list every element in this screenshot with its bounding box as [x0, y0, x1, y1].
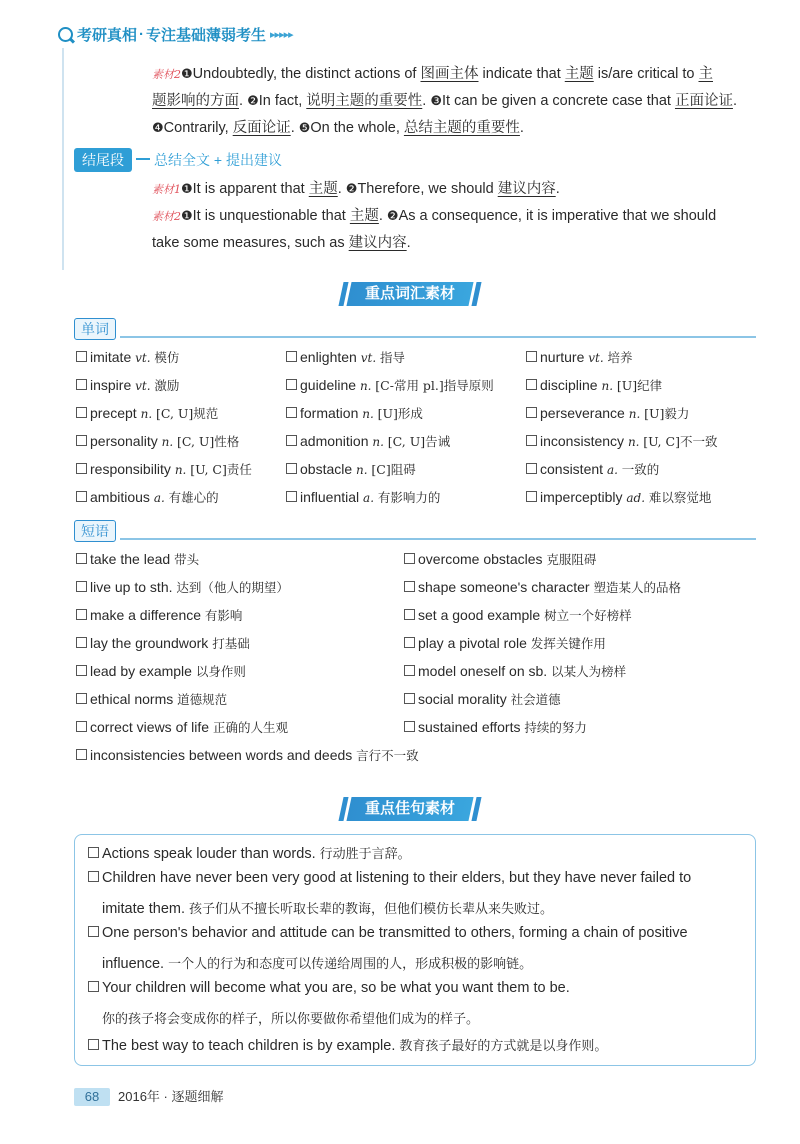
word-item [526, 348, 633, 366]
phrase-item [404, 606, 632, 624]
word-item [526, 404, 689, 422]
word-item [76, 432, 239, 450]
phrase-item [76, 578, 289, 596]
word-pos: n. [161, 435, 177, 449]
word-en: inconsistency [540, 433, 628, 449]
body-s2-line2 [152, 91, 737, 111]
word-cn: [U]形成 [377, 406, 423, 421]
word-item [76, 460, 252, 478]
text-run: . [406, 235, 411, 251]
word-item [286, 376, 494, 394]
conclusion-tag: 结尾段 [74, 148, 132, 172]
word-pos: n. [372, 435, 388, 449]
phrase-item [404, 662, 626, 680]
sentence-2 [88, 870, 691, 886]
text-run: Therefore, we should [357, 181, 498, 197]
word-en: precept [90, 405, 141, 421]
word-en: nurture [540, 349, 589, 365]
phrases-rule [120, 538, 756, 540]
checkbox-icon [286, 407, 297, 418]
word-en: enlighten [300, 349, 361, 365]
checkbox-icon [286, 351, 297, 362]
checkbox-icon [76, 749, 87, 760]
phrase-cn: 树立一个好榜样 [544, 608, 632, 623]
checkbox-icon [76, 581, 87, 592]
checkbox-icon [404, 637, 415, 648]
word-cn: [C, U]告诫 [387, 434, 451, 449]
phrase-cn: 发挥关键作用 [530, 636, 606, 651]
phrase-cn: 以某人为榜样 [551, 664, 627, 679]
word-en: imitate [90, 349, 136, 365]
word-pos: n. [628, 407, 645, 421]
word-cn: [C]阻碍 [371, 462, 416, 477]
phrase-item [76, 662, 246, 680]
word-pos: n. [359, 379, 376, 393]
text-run: ❸ [430, 93, 442, 108]
word-en: imperceptibly [540, 489, 627, 505]
phrase-cn: 有影响 [204, 608, 243, 623]
word-item [286, 488, 440, 506]
text-run: ❶ [181, 66, 193, 81]
phrase-item [404, 718, 587, 736]
sentence-en: imitate them. [102, 901, 185, 917]
sentence-5 [88, 1035, 607, 1054]
word-cn: [C, U]规范 [155, 406, 219, 421]
word-cn: [U, C]不一致 [643, 434, 718, 449]
sentence-en: One person's behavior and attitude can be transmitted to others, forming a chain of positive [102, 925, 688, 941]
word-cn: 有雄心的 [168, 490, 219, 505]
sentence-cn: 你的孩子将会变成你的样子，所以你要做你希望他们成为的样子。 [102, 1012, 480, 1027]
phrase-en: inconsistencies between words and deeds [90, 747, 357, 763]
word-item [76, 348, 179, 366]
phrase-cn: 持续的努力 [524, 720, 587, 735]
phrase-en: sustained efforts [418, 719, 525, 735]
conclusion-s2-line2 [152, 233, 411, 253]
placeholder-text: 主题 [349, 208, 379, 224]
word-cn: [C-常用 pl.]指导原则 [375, 378, 494, 393]
placeholder-text: 图画主体 [420, 66, 479, 82]
placeholder-text: 建议内容 [348, 235, 407, 251]
phrase-en: correct views of life [90, 719, 213, 735]
word-item [286, 348, 405, 366]
placeholder-text: 正面论证 [674, 93, 733, 109]
word-en: admonition [300, 433, 373, 449]
checkbox-icon [526, 435, 537, 446]
checkbox-icon [526, 463, 537, 474]
checkbox-icon [88, 847, 99, 858]
word-pos: n. [174, 463, 191, 477]
page-number: 68 [74, 1088, 110, 1106]
text-run: . [422, 93, 431, 109]
header-separator: · [139, 26, 145, 43]
sentences-box [74, 834, 756, 1066]
word-pos: n. [356, 463, 372, 477]
material-label: 素材2 [152, 210, 181, 223]
text-run: . [337, 181, 346, 197]
phrase-en: live up to sth. [90, 579, 177, 595]
checkbox-icon [76, 491, 87, 502]
phrase-cn: 带头 [174, 552, 200, 567]
checkbox-icon [76, 665, 87, 676]
placeholder-text: 主题 [308, 181, 338, 197]
checkbox-icon [76, 351, 87, 362]
phrase-cn: 塑造某人的品格 [593, 580, 681, 595]
placeholder-text: 建议内容 [497, 181, 556, 197]
checkbox-icon [526, 491, 537, 502]
vocab-title: 重点词汇素材 [364, 285, 455, 302]
word-en: consistent [540, 461, 607, 477]
header-arrows-icon: ▸▸▸▸▸ [270, 29, 293, 41]
banner-title [346, 282, 473, 306]
phrase-cn: 社会道德 [510, 692, 561, 707]
text-run: . [378, 208, 387, 224]
sentence-cn: 教育孩子最好的方式就是以身作则。 [399, 1039, 608, 1054]
checkbox-icon [286, 379, 297, 390]
body-s2-line3 [152, 118, 524, 138]
word-en: guideline [300, 377, 360, 393]
word-cn: 难以察觉地 [648, 490, 712, 505]
text-run: It is unquestionable that [192, 208, 350, 224]
word-pos: vt. [588, 351, 608, 365]
word-item [76, 488, 219, 506]
word-cn: 模仿 [154, 350, 180, 365]
phrase-en: ethical norms [90, 691, 178, 707]
checkbox-icon [76, 693, 87, 704]
checkbox-icon [76, 463, 87, 474]
phrase-en: play a pivotal role [418, 635, 531, 651]
word-pos: vt. [360, 351, 380, 365]
checkbox-icon [404, 553, 415, 564]
sentence-en: Your children will become what you are, so be what you want them to be. [102, 980, 570, 996]
phrase-cn: 达到（他人的期望） [176, 580, 289, 595]
phrase-en: set a good example [418, 607, 545, 623]
text-run: ❹ [152, 120, 164, 135]
text-run: It is apparent that [192, 181, 309, 197]
phrase-item [76, 746, 419, 764]
word-pos: n. [627, 435, 644, 449]
sentence-en: influence. [102, 956, 165, 972]
text-run: ❷ [386, 208, 399, 223]
checkbox-icon [526, 379, 537, 390]
text-run: It can be given a concrete case that [442, 93, 675, 109]
word-cn: [U]毅力 [644, 406, 690, 421]
word-item [286, 404, 423, 422]
phrase-cn: 正确的人生观 [212, 720, 288, 735]
word-pos: vt. [135, 379, 155, 393]
checkbox-icon [76, 609, 87, 620]
word-item [526, 460, 659, 478]
conclusion-s1 [152, 179, 560, 200]
word-item [526, 432, 717, 450]
word-en: responsibility [90, 461, 175, 477]
phrase-item [76, 550, 199, 568]
word-pos: a. [153, 491, 169, 505]
sentence-en: The best way to teach children is by example. [102, 1038, 396, 1054]
sentence-en: Actions speak louder than words. [102, 846, 316, 862]
checkbox-icon [76, 553, 87, 564]
phrase-en: model oneself on sb. [418, 663, 552, 679]
phrase-item [76, 690, 227, 708]
text-run: ❷ [345, 181, 358, 196]
phrase-cn: 打基础 [212, 636, 250, 651]
sentence-cn: 行动胜于言辞。 [319, 847, 411, 862]
word-cn: 有影响力的 [377, 490, 441, 505]
phrase-cn: 言行不一致 [356, 748, 419, 763]
word-cn: 激励 [154, 378, 180, 393]
banner-slash [471, 797, 481, 821]
word-en: inspire [90, 377, 136, 393]
placeholder-text: 总结主题的重要性 [403, 120, 520, 136]
checkbox-icon [286, 463, 297, 474]
phrase-item [404, 550, 596, 568]
footer-text: 2016年 · 逐题细解 [118, 1089, 224, 1104]
sentence-3 [88, 925, 688, 941]
text-run: . [519, 120, 524, 136]
text-run: is/are critical to [593, 66, 699, 82]
sentence-2-cont [102, 898, 553, 917]
word-item [286, 460, 416, 478]
brand-name: 考研真相 [77, 27, 138, 44]
word-pos: ad. [626, 491, 649, 505]
checkbox-icon [76, 435, 87, 446]
phrase-item [76, 606, 242, 624]
placeholder-text: 主题 [564, 66, 594, 82]
checkbox-icon [76, 407, 87, 418]
word-en: personality [90, 433, 162, 449]
text-run: Contrarily, [163, 120, 233, 136]
text-run: . [732, 93, 737, 109]
phrase-item [404, 578, 681, 596]
word-item [76, 404, 218, 422]
word-cn: 培养 [607, 350, 633, 365]
checkbox-icon [404, 665, 415, 676]
word-pos: a. [363, 491, 378, 505]
checkbox-icon [526, 407, 537, 418]
phrases-header: 短语 [74, 520, 116, 542]
phrase-en: lay the groundwork [90, 635, 213, 651]
page-header [58, 24, 293, 45]
word-cn: [C, U]性格 [176, 434, 240, 449]
words-header: 单词 [74, 318, 116, 340]
word-en: formation [300, 405, 363, 421]
word-en: influential [300, 489, 364, 505]
sentence-4-cn [102, 1008, 479, 1027]
body-s2-line1 [152, 64, 713, 85]
checkbox-icon [404, 609, 415, 620]
banner-title [346, 797, 473, 821]
placeholder-text: 主 [698, 66, 713, 82]
text-run: . [290, 120, 299, 136]
text-run: take some measures, such as [152, 235, 349, 251]
text-run: Undoubtedly, the distinct actions of [192, 66, 421, 82]
sentence-4 [88, 980, 570, 996]
checkbox-icon [286, 435, 297, 446]
sentence-3-cont [102, 953, 532, 972]
word-en: discipline [540, 377, 602, 393]
vocab-banner [280, 279, 540, 309]
checkbox-icon [76, 721, 87, 732]
text-run: On the whole, [310, 120, 404, 136]
conclusion-s2-line1 [152, 206, 716, 227]
checkbox-icon [88, 926, 99, 937]
material-label: 素材1 [152, 183, 181, 196]
text-run: ❶ [181, 208, 193, 223]
header-subtitle: 专注基础薄弱考生 [146, 27, 267, 44]
text-run: ❶ [181, 181, 193, 196]
checkbox-icon [88, 871, 99, 882]
checkbox-icon [76, 379, 87, 390]
text-run: . [239, 93, 248, 109]
conclusion-desc: 总结全文 + 提出建议 [154, 152, 282, 168]
word-en: perseverance [540, 405, 629, 421]
word-cn: [U, C]责任 [190, 462, 252, 477]
word-cn: [U]纪律 [616, 378, 663, 393]
sentences-banner [280, 794, 540, 824]
word-cn: 一致的 [621, 462, 660, 477]
word-en: obstacle [300, 461, 357, 477]
text-run: ❷ [247, 93, 259, 108]
sentence-cn: 孩子们从不擅长听取长辈的教诲，但他们模仿长辈从来失败过。 [189, 902, 554, 917]
phrase-en: overcome obstacles [418, 551, 547, 567]
phrase-item [404, 690, 561, 708]
phrase-cn: 克服阻碍 [546, 552, 597, 567]
word-item [526, 376, 662, 394]
tag-connector [136, 158, 150, 160]
phrase-cn: 道德规范 [177, 692, 228, 707]
phrase-item [76, 718, 288, 736]
phrase-en: shape someone's character [418, 579, 594, 595]
word-pos: n. [140, 407, 156, 421]
sentences-title: 重点佳句素材 [364, 800, 455, 817]
material-label: 素材2 [152, 68, 181, 81]
phrase-en: take the lead [90, 551, 175, 567]
phrase-en: make a difference [90, 607, 205, 623]
text-run: In fact, [258, 93, 307, 109]
text-run: ❺ [298, 120, 311, 135]
phrase-cn: 以身作则 [195, 664, 246, 679]
text-run: . [555, 181, 560, 197]
left-rule [62, 48, 64, 270]
phrase-en: lead by example [90, 663, 196, 679]
word-cn: 指导 [379, 350, 405, 365]
checkbox-icon [88, 981, 99, 992]
placeholder-text: 说明主题的重要性 [306, 93, 423, 109]
phrase-item [76, 634, 250, 652]
sentence-cn: 一个人的行为和态度可以传递给周围的人，形成积极的影响链。 [168, 957, 533, 972]
word-pos: vt. [135, 351, 155, 365]
phrase-en: social morality [418, 691, 511, 707]
word-pos: n. [601, 379, 617, 393]
checkbox-icon [88, 1039, 99, 1050]
word-item [286, 432, 450, 450]
text-run: As a consequence, it is imperative that we should [398, 208, 717, 224]
word-item [526, 488, 711, 506]
search-logo-icon [58, 27, 73, 42]
words-rule [120, 336, 756, 338]
checkbox-icon [286, 491, 297, 502]
banner-slash [471, 282, 481, 306]
checkbox-icon [404, 693, 415, 704]
checkbox-icon [404, 721, 415, 732]
text-run: indicate that [478, 66, 565, 82]
word-pos: n. [362, 407, 378, 421]
checkbox-icon [76, 637, 87, 648]
sentence-en: Children have never been very good at listening to their elders, but they have never failed to [102, 870, 692, 886]
word-en: ambitious [90, 489, 154, 505]
word-item [76, 376, 179, 394]
checkbox-icon [404, 581, 415, 592]
phrase-item [404, 634, 606, 652]
checkbox-icon [526, 351, 537, 362]
word-pos: a. [606, 463, 622, 477]
placeholder-text: 题影响的方面 [152, 93, 239, 109]
sentence-1 [88, 843, 411, 862]
placeholder-text: 反面论证 [232, 120, 291, 136]
